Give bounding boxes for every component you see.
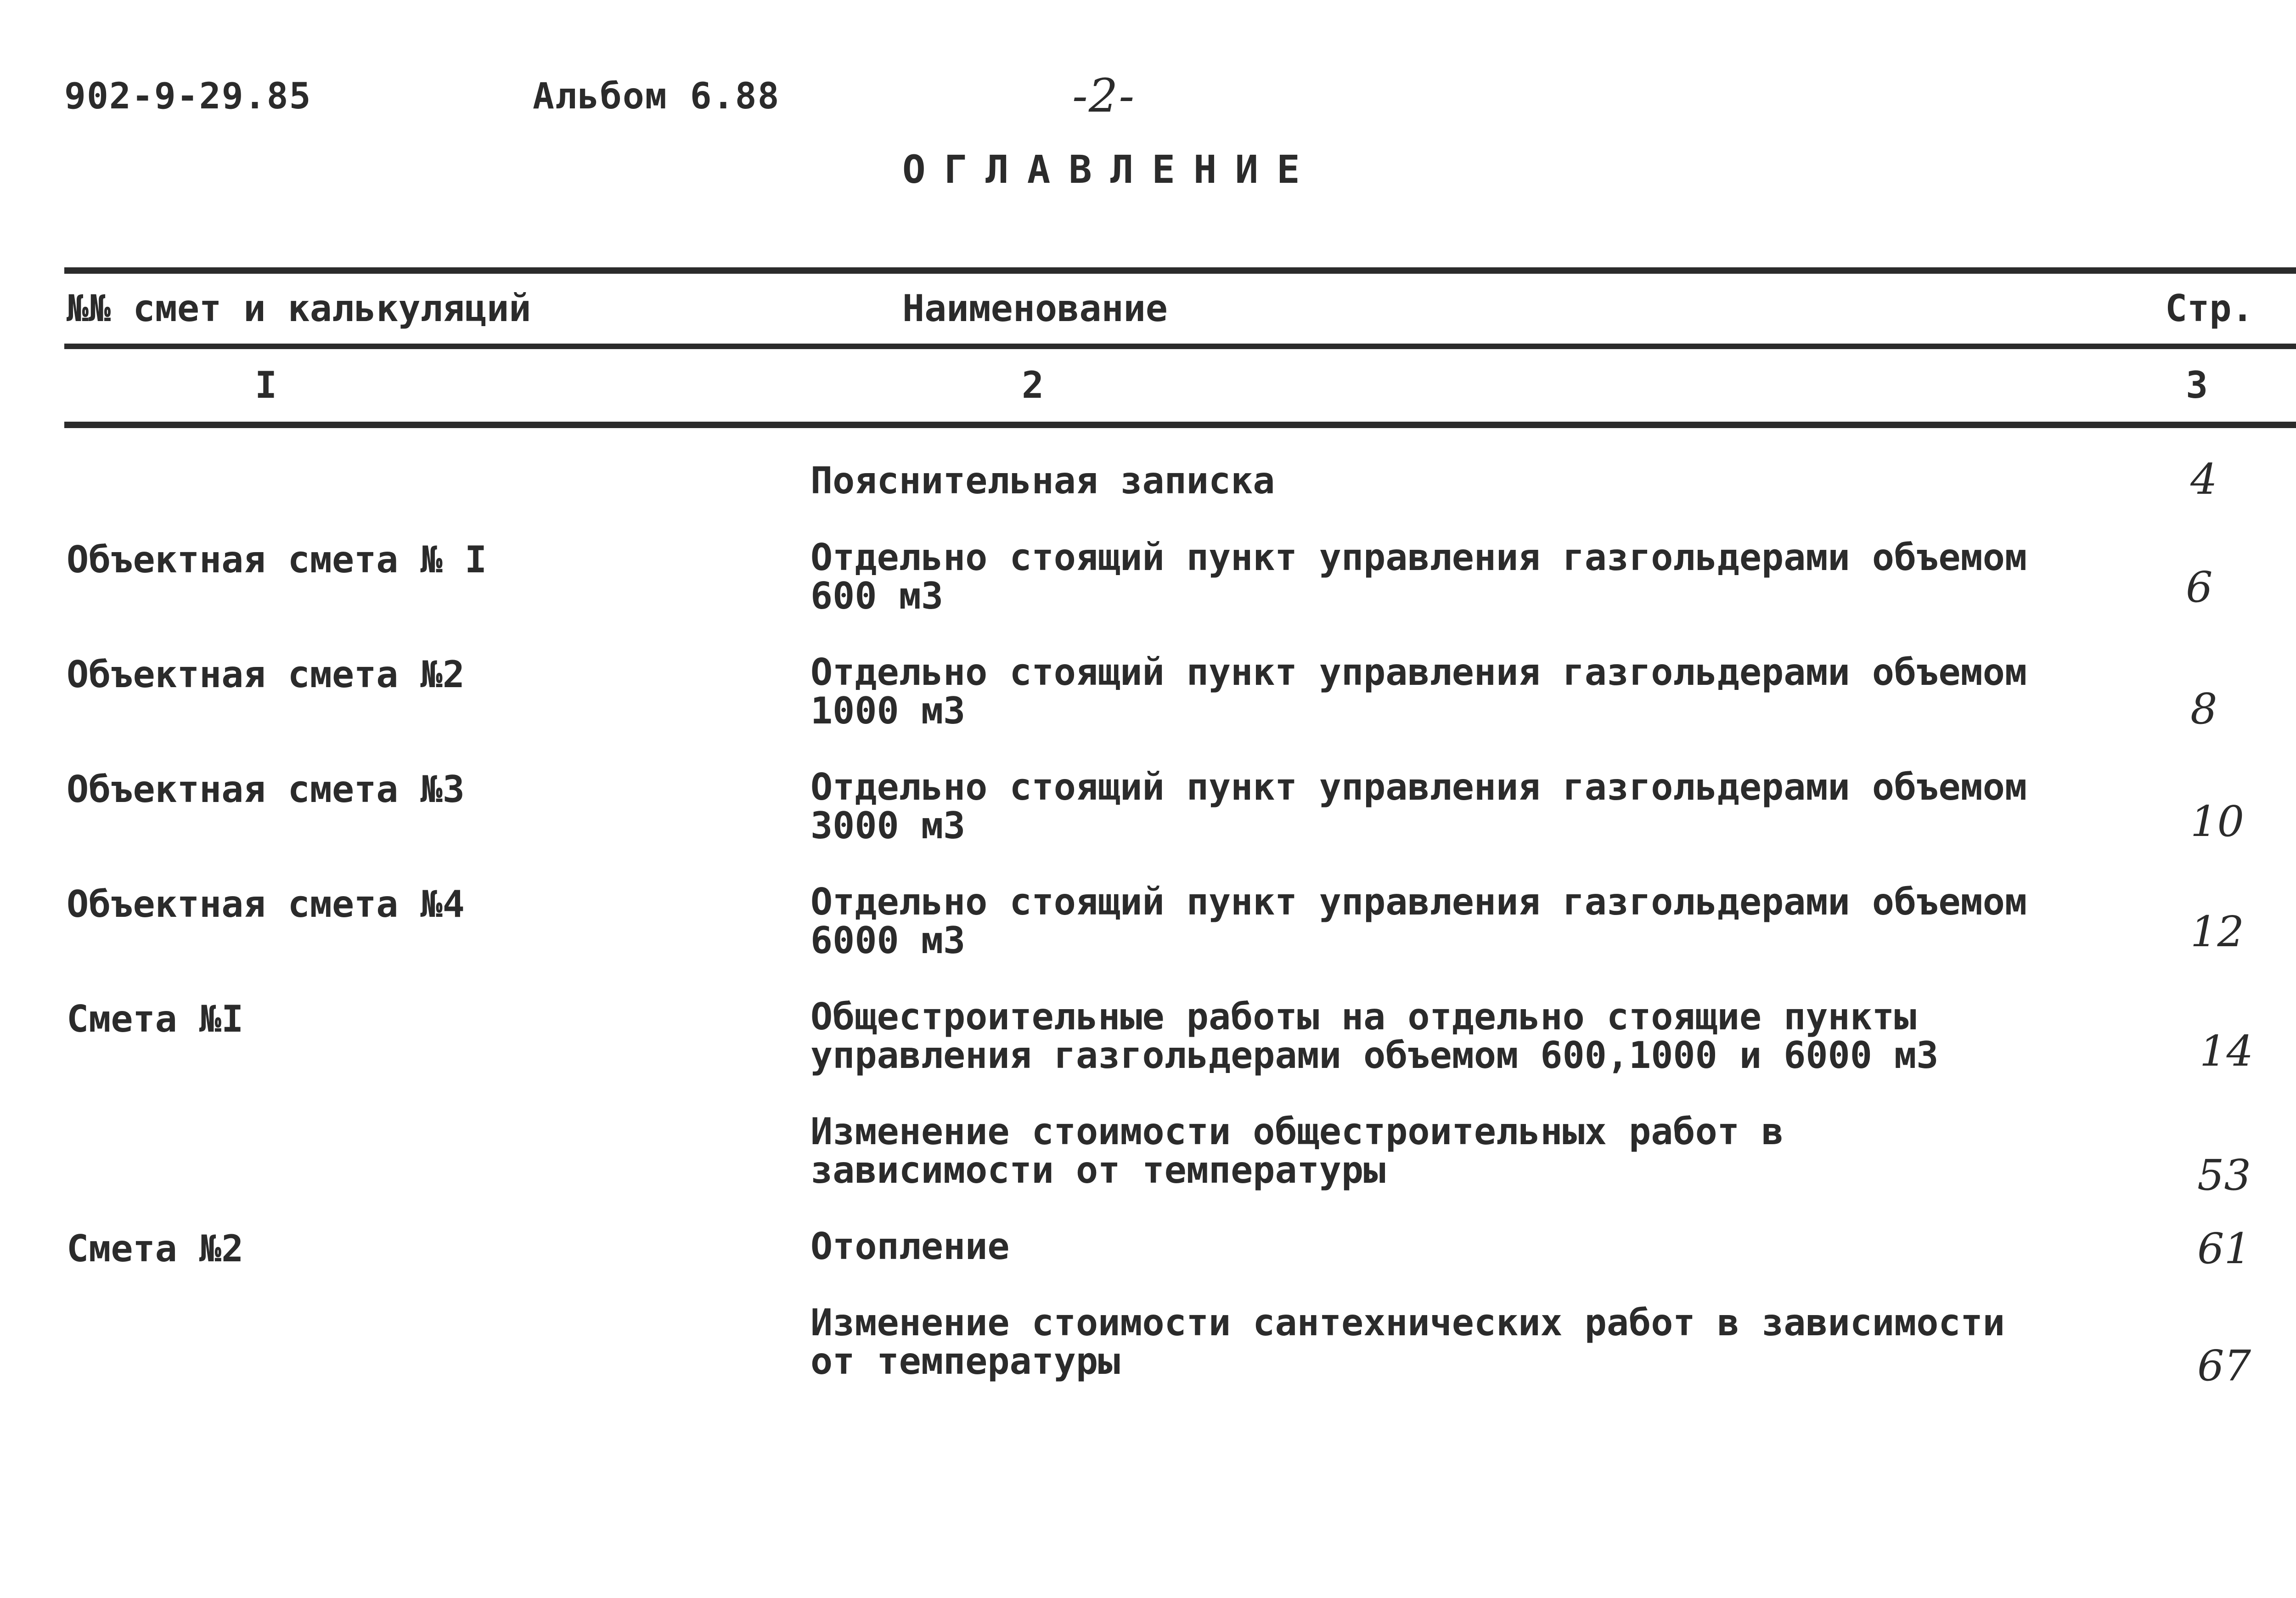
table-row-page: 4 (2190, 455, 2217, 504)
column-number-3: 3 (2186, 364, 2208, 407)
column-number-2: 2 (1022, 364, 1044, 407)
table-row-page: 67 (2197, 1341, 2251, 1390)
table-row-page: 61 (2197, 1224, 2251, 1273)
table-row-page: 14 (2200, 1027, 2254, 1076)
table-row-name: Отдельно стоящий пункт управления газгольдерами объемом 1000 м3 (810, 651, 2027, 732)
document-code: 902-9-29.85 (64, 76, 312, 117)
column-header-estimates: №№ смет и калькуляций (67, 287, 531, 330)
table-row-name: Изменение стоимости сантехнических работ в зависимости от температуры (810, 1301, 2005, 1383)
page-title: ОГЛАВЛЕНИЕ (902, 147, 1318, 192)
table-row-page: 12 (2190, 907, 2245, 956)
table-row-code: Объектная смета №2 (67, 653, 465, 696)
table-row-code: Объектная смета №4 (67, 883, 465, 926)
header-bottom-rule (64, 344, 2296, 349)
column-numbers-rule (64, 422, 2296, 428)
album-number: Альбом 6.88 (533, 76, 780, 117)
table-top-rule (64, 267, 2296, 274)
table-row-code: Объектная смета №3 (67, 768, 465, 811)
table-row-name: Отдельно стоящий пункт управления газгольдерами объемом 600 м3 (810, 536, 2027, 617)
table-row-code: Объектная смета № I (67, 538, 487, 581)
table-row-page: 8 (2190, 684, 2217, 734)
table-row-name: Изменение стоимости общестроительных работ в зависимости от температуры (810, 1110, 1784, 1191)
table-row-page: 53 (2197, 1151, 2251, 1200)
page-number: -2- (1072, 69, 1136, 123)
table-row-name: Отдельно стоящий пункт управления газгольдерами объемом 3000 м3 (810, 766, 2027, 847)
table-row-name: Пояснительная записка (810, 459, 1275, 502)
column-number-1: I (255, 364, 277, 407)
table-row-code: Смета №2 (67, 1227, 244, 1270)
table-row-name: Общестроительные работы на отдельно стоящие пункты управления газгольдерами объемом 600,1000 и 6000 м3 (810, 995, 1939, 1077)
table-row-name: Отопление (810, 1225, 1010, 1268)
column-header-name: Наименование (902, 287, 1168, 330)
table-row-page: 10 (2190, 797, 2245, 846)
column-header-page: Стр. (2165, 287, 2254, 330)
table-row-name: Отдельно стоящий пункт управления газгольдерами объемом 6000 м3 (810, 881, 2027, 962)
table-row-page: 6 (2186, 563, 2213, 612)
table-row-code: Смета №I (67, 998, 244, 1040)
